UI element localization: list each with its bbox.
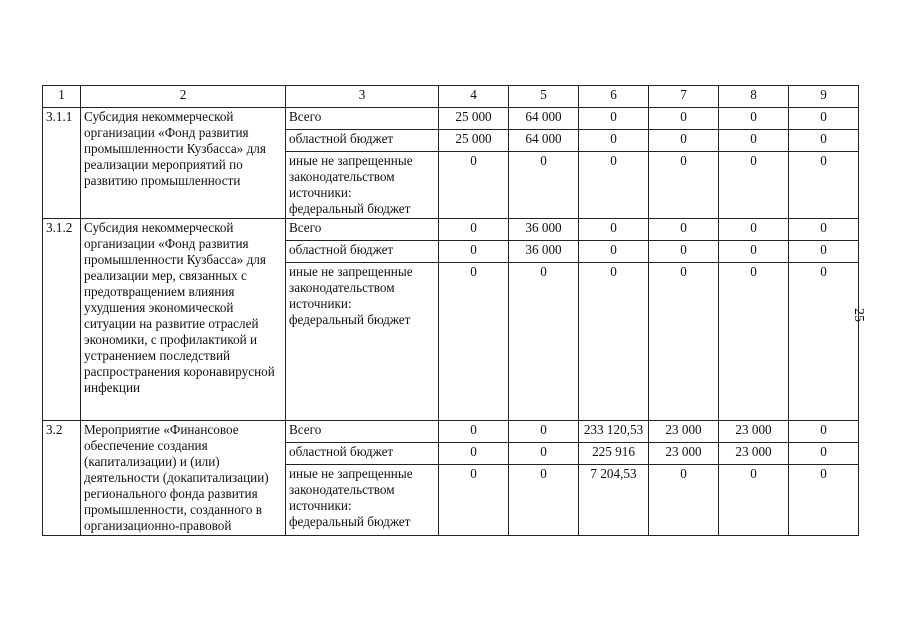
value-cell: 0 [789, 241, 859, 263]
value-cell: 36 000 [509, 241, 579, 263]
value-cell: 0 [719, 465, 789, 536]
table-row [43, 219, 859, 241]
value-cell: 0 [439, 241, 509, 263]
value-cell: 0 [509, 465, 579, 536]
value-cell: 0 [649, 152, 719, 219]
value-cell: 0 [789, 130, 859, 152]
federal-budget-text: федеральный бюджет [289, 201, 411, 216]
value-cell: 0 [719, 152, 789, 219]
value-cell: 23 000 [649, 443, 719, 465]
header-cell: 5 [509, 86, 579, 108]
source-total-label: Всего [286, 108, 439, 130]
value-cell: 0 [579, 130, 649, 152]
value-cell: 0 [649, 130, 719, 152]
value-cell: 23 000 [719, 443, 789, 465]
value-cell: 0 [579, 108, 649, 130]
source-regional-label: областной бюджет [286, 241, 439, 263]
value-cell: 0 [789, 219, 859, 241]
value-cell: 0 [579, 263, 649, 421]
header-cell: 3 [286, 86, 439, 108]
row-id: 3.1.2 [43, 219, 81, 421]
header-cell: 6 [579, 86, 649, 108]
header-cell: 8 [719, 86, 789, 108]
header-cell: 4 [439, 86, 509, 108]
federal-budget-text: федеральный бюджет [289, 312, 411, 327]
header-cell: 1 [43, 86, 81, 108]
value-cell: 0 [719, 263, 789, 421]
source-other-label [286, 465, 439, 536]
value-cell: 0 [649, 219, 719, 241]
table-row [43, 421, 859, 443]
value-cell: 0 [579, 241, 649, 263]
federal-budget-text: федеральный бюджет [289, 514, 411, 529]
row-id: 3.2 [43, 421, 81, 536]
other-sources-text: иные не запрещенные законодательством источники: [289, 264, 413, 311]
value-cell: 233 120,53 [579, 421, 649, 443]
value-cell: 0 [789, 421, 859, 443]
row-name: Мероприятие «Финансовое обеспечение создания (капитализации) и (или) деятельности (докапитализации) регионального фонда развития промышленности, созданного в организационно-правовой [81, 421, 286, 536]
value-cell: 0 [789, 443, 859, 465]
header-row [43, 86, 859, 108]
value-cell: 0 [509, 421, 579, 443]
header-cell: 7 [649, 86, 719, 108]
value-cell: 0 [719, 130, 789, 152]
value-cell: 0 [719, 108, 789, 130]
source-other-label [286, 263, 439, 421]
source-other-label [286, 152, 439, 219]
value-cell: 0 [649, 108, 719, 130]
value-cell: 23 000 [719, 421, 789, 443]
value-cell: 0 [439, 219, 509, 241]
financing-table [42, 85, 859, 536]
source-regional-label: областной бюджет [286, 443, 439, 465]
value-cell: 0 [509, 152, 579, 219]
value-cell: 0 [439, 465, 509, 536]
row-name: Субсидия некоммерческой организации «Фонд развития промышленности Кузбасса» для реализации мер, связанных с предотвращением влияния ухудшения экономической ситуации на развитие отраслей экономики, с профилактикой и устранением последствий распространения коронавирусной инфекции [81, 219, 286, 421]
value-cell: 23 000 [649, 421, 719, 443]
value-cell: 0 [789, 465, 859, 536]
value-cell: 0 [509, 443, 579, 465]
source-total-label: Всего [286, 421, 439, 443]
value-cell: 0 [719, 219, 789, 241]
other-sources-text: иные не запрещенные законодательством источники: [289, 466, 413, 513]
other-sources-text: иные не запрещенные законодательством источники: [289, 153, 413, 200]
value-cell: 64 000 [509, 108, 579, 130]
value-cell: 0 [439, 152, 509, 219]
value-cell: 0 [579, 152, 649, 219]
value-cell: 225 916 [579, 443, 649, 465]
value-cell: 0 [789, 152, 859, 219]
source-total-label: Всего [286, 219, 439, 241]
value-cell: 0 [649, 241, 719, 263]
value-cell: 0 [509, 263, 579, 421]
value-cell: 0 [439, 421, 509, 443]
value-cell: 64 000 [509, 130, 579, 152]
value-cell: 0 [789, 108, 859, 130]
header-cell: 2 [81, 86, 286, 108]
value-cell: 0 [649, 465, 719, 536]
value-cell: 7 204,53 [579, 465, 649, 536]
value-cell: 0 [439, 443, 509, 465]
header-cell: 9 [789, 86, 859, 108]
value-cell: 36 000 [509, 219, 579, 241]
value-cell: 0 [649, 263, 719, 421]
value-cell: 25 000 [439, 130, 509, 152]
table-row [43, 108, 859, 130]
value-cell: 0 [579, 219, 649, 241]
source-regional-label: областной бюджет [286, 130, 439, 152]
value-cell: 25 000 [439, 108, 509, 130]
row-id: 3.1.1 [43, 108, 81, 219]
value-cell: 0 [719, 241, 789, 263]
value-cell: 0 [439, 263, 509, 421]
row-name: Субсидия некоммерческой организации «Фонд развития промышленности Кузбасса» для реализации мероприятий по развитию промышленности [81, 108, 286, 219]
page-number: 25 [851, 308, 866, 322]
value-cell: 0 [789, 263, 859, 421]
